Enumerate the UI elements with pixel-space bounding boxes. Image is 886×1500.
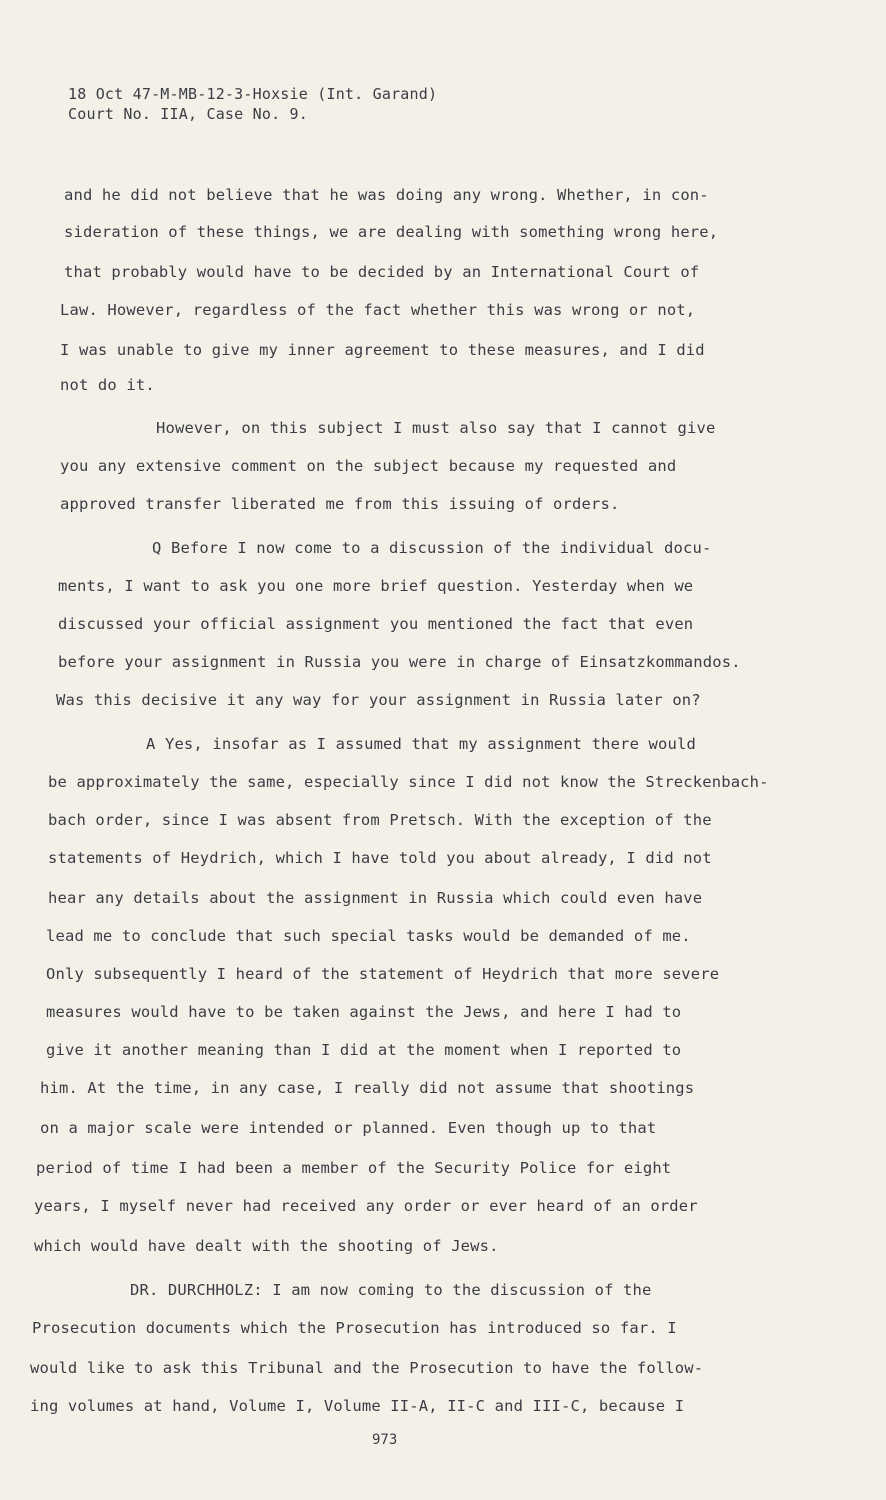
document-header: [68, 84, 437, 124]
text-line: sideration of these things, we are dealing with something wrong here,: [64, 223, 719, 241]
text-line: period of time I had been a member of the Security Police for eight: [36, 1159, 672, 1177]
text-line: would like to ask this Tribunal and the Prosecution to have the follow-: [30, 1359, 704, 1377]
text-line: and he did not believe that he was doing any wrong. Whether, in con-: [64, 186, 709, 204]
text-line: ing volumes at hand, Volume I, Volume II-A, II-C and III-C, because I: [30, 1397, 685, 1415]
text-line: Prosecution documents which the Prosecution has introduced so far. I: [32, 1319, 677, 1337]
text-line: measures would have to be taken against the Jews, and here I had to: [46, 1003, 682, 1021]
text-line: that probably would have to be decided by an International Court of: [64, 263, 700, 281]
text-line: statements of Heydrich, which I have told you about already, I did not: [48, 849, 712, 867]
text-line: give it another meaning than I did at the moment when I reported to: [46, 1041, 682, 1059]
text-line: ments, I want to ask you one more brief question. Yesterday when we: [58, 577, 694, 595]
text-line: Q Before I now come to a discussion of the individual docu-: [152, 539, 712, 557]
text-line: Was this decisive it any way for your assignment in Russia later on?: [56, 691, 701, 709]
text-line: you any extensive comment on the subject because my requested and: [60, 457, 677, 475]
text-line: Law. However, regardless of the fact whether this was wrong or not,: [60, 301, 696, 319]
text-line: However, on this subject I must also say that I cannot give: [156, 419, 716, 437]
page-number: 973: [372, 1432, 398, 1448]
text-line: A Yes, insofar as I assumed that my assignment there would: [146, 735, 696, 753]
text-line: years, I myself never had received any order or ever heard of an order: [34, 1197, 698, 1215]
text-line: be approximately the same, especially since I did not know the Streckenbach-: [48, 773, 769, 791]
text-line: lead me to conclude that such special tasks would be demanded of me.: [46, 927, 691, 945]
text-line: I was unable to give my inner agreement to these measures, and I did: [60, 341, 705, 359]
text-line: him. At the time, in any case, I really did not assume that shootings: [40, 1079, 695, 1097]
text-line: before your assignment in Russia you were in charge of Einsatzkommandos.: [58, 653, 741, 671]
text-line: which would have dealt with the shooting of Jews.: [34, 1237, 499, 1255]
text-line: hear any details about the assignment in Russia which could even have: [48, 889, 703, 907]
text-line: bach order, since I was absent from Pretsch. With the exception of the: [48, 811, 712, 829]
text-line: on a major scale were intended or planned. Even though up to that: [40, 1119, 657, 1137]
text-line: not do it.: [60, 376, 155, 394]
text-line: DR. DURCHHOLZ: I am now coming to the discussion of the: [130, 1281, 652, 1299]
text-line: approved transfer liberated me from this issuing of orders.: [60, 495, 620, 513]
text-line: Only subsequently I heard of the statement of Heydrich that more severe: [46, 965, 720, 983]
text-line: discussed your official assignment you mentioned the fact that even: [58, 615, 694, 633]
header-line-2: Court No. IIA, Case No. 9.: [68, 105, 308, 123]
header-line-1: 18 Oct 47-M-MB-12-3-Hoxsie (Int. Garand): [68, 85, 438, 103]
